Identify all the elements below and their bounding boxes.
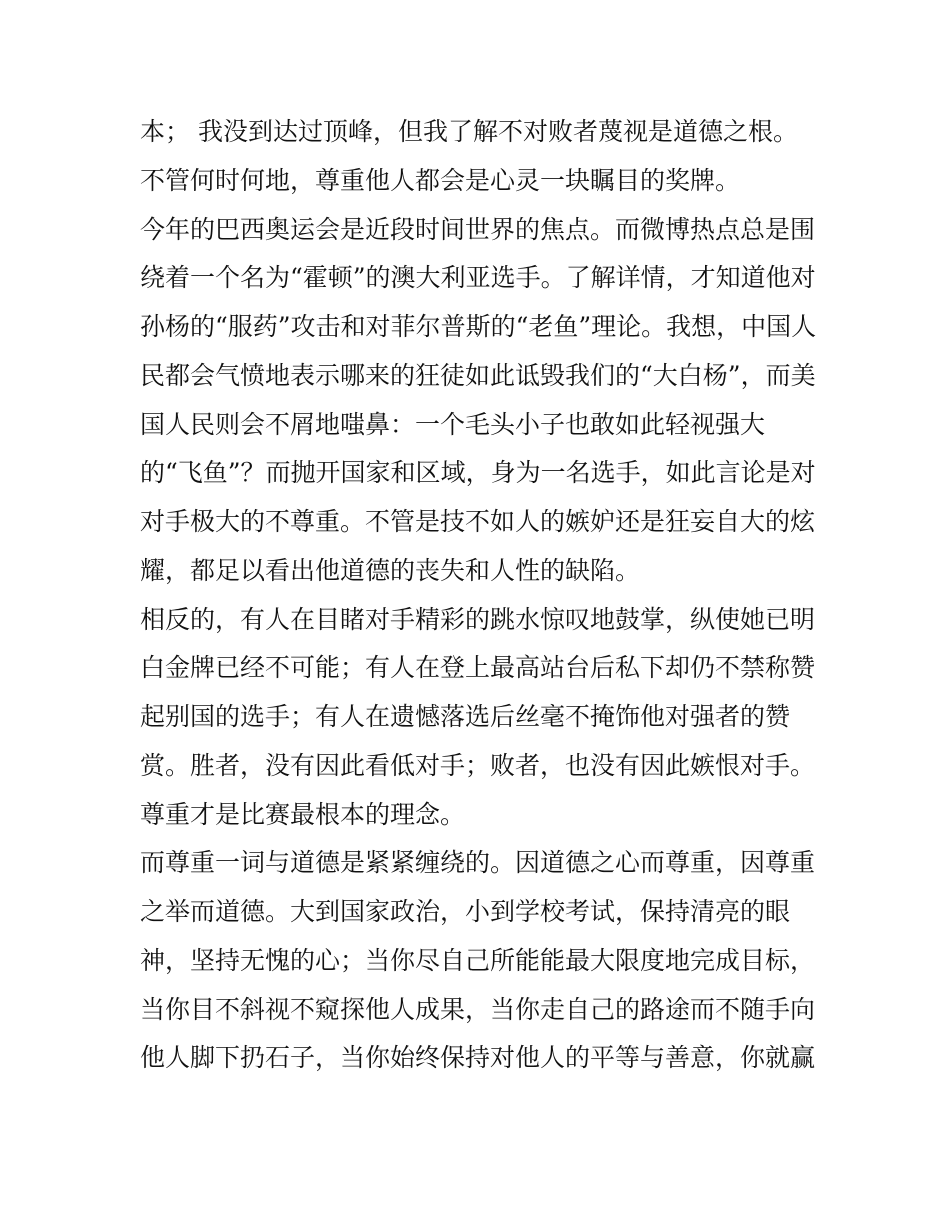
- text-line: 当你目不斜视不窥探他人成果，当你走自己的路途而不随手向: [140, 994, 816, 1024]
- text-line: 他人脚下扔石子，当你始终保持对他人的平等与善意，你就赢: [140, 1043, 816, 1073]
- text-line: 白金牌已经不可能；有人在登上最高站台后私下却仍不禁称赞: [140, 653, 816, 683]
- text-line: 相反的，有人在目睹对手精彩的跳水惊叹地鼓掌，纵使她已明: [140, 604, 816, 634]
- text-line: 而尊重一词与道德是紧紧缠绕的。因道德之心而尊重，因尊重: [140, 848, 816, 878]
- text-line: 神，坚持无愧的心；当你尽自己所能能最大限度地完成目标，: [140, 945, 816, 975]
- text-line: 孙杨的“服药”攻击和对菲尔普斯的“老鱼”理论。我想，中国人: [140, 312, 817, 341]
- essay-body: [140, 108, 820, 1083]
- text-line: 之举而道德。大到国家政治，小到学校考试，保持清亮的眼: [140, 897, 791, 926]
- text-line: 不管何时何地，尊重他人都会是心灵一块瞩目的奖牌。: [140, 165, 741, 195]
- text-line: 对手极大的不尊重。不管是技不如人的嫉妒还是狂妄自大的炫: [140, 507, 816, 536]
- text-line: 尊重才是比赛最根本的理念。: [140, 799, 466, 829]
- text-line: 民都会气愤地表示哪来的狂徒如此诋毁我们的“大白杨”，而美: [140, 360, 816, 390]
- text-line: 的“飞鱼”？而抛开国家和区域，身为一名选手，如此言论是对: [140, 458, 816, 488]
- text-line: 耀，都足以看出他道德的丧失和人性的缺陷。: [140, 555, 641, 585]
- text-line: 今年的巴西奥运会是近段时间世界的焦点。而微博热点总是围: [140, 214, 816, 244]
- text-line: 赏。胜者，没有因此看低对手；败者，也没有因此嫉恨对手。: [140, 750, 816, 780]
- text-line: 起别国的选手；有人在遗憾落选后丝毫不掩饰他对强者的赞: [140, 702, 791, 731]
- text-line: 绕着一个名为“霍顿”的澳大利亚选手。了解详情，才知道他对: [140, 263, 816, 293]
- text-line: 本； 我没到达过顶峰，但我了解不对败者蔑视是道德之根。: [140, 117, 798, 146]
- text-line: 国人民则会不屑地嗤鼻：一个毛头小子也敢如此轻视强大: [140, 409, 766, 439]
